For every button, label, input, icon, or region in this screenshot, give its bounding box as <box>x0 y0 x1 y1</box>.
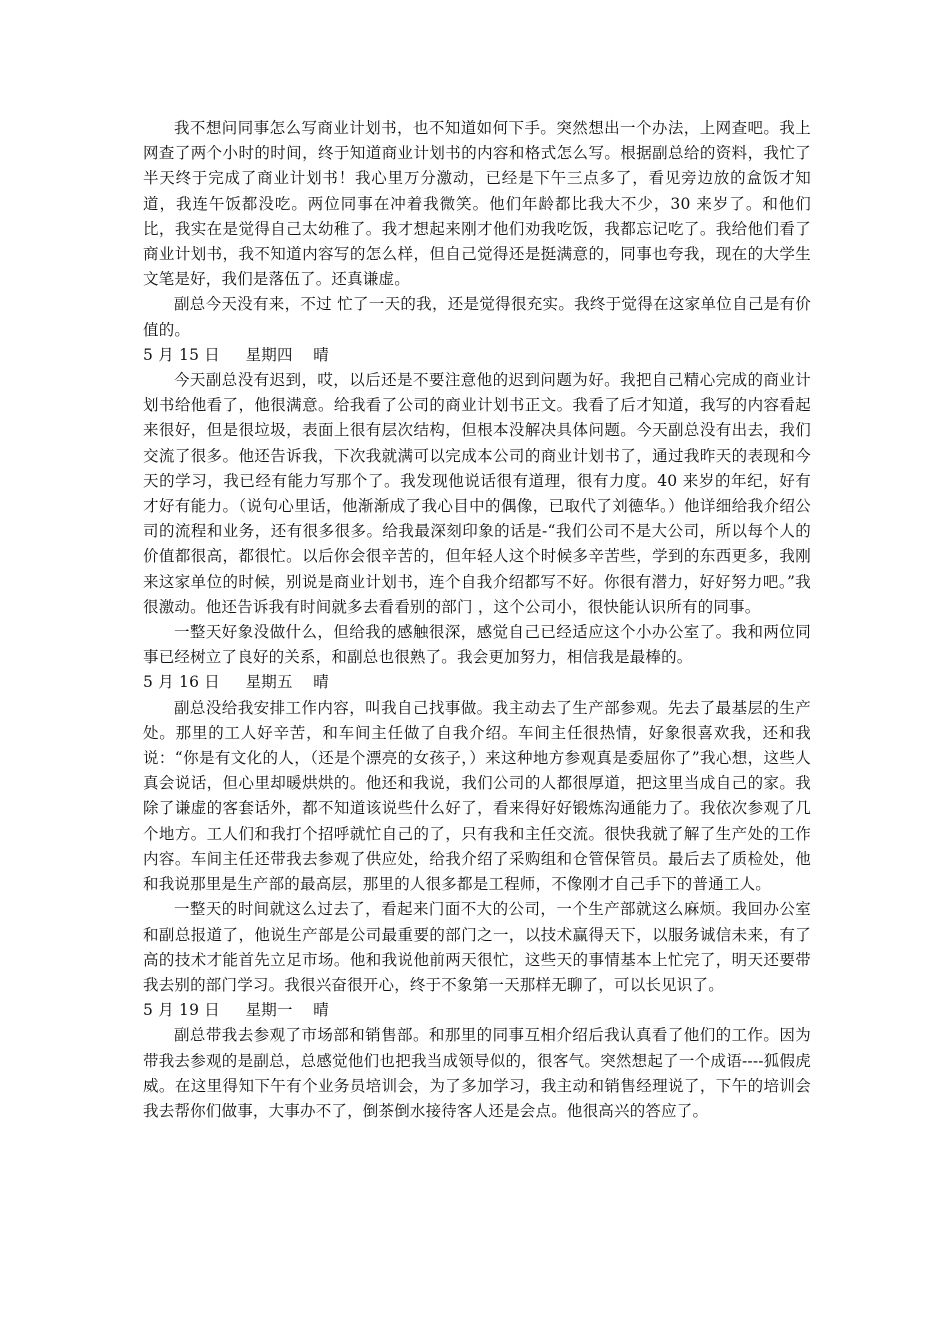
paragraph: 今天副总没有迟到，哎，以后还是不要注意他的迟到问题为好。我把自己精心完成的商业计划书给他看了，他很满意。给我看了公司的商业计划书正文。我看了后才知道，我写的内容看起来很好，但是很垃圾，表面上很有层次结构，但根本没解决具体问题。今天副总没有出去，我们交流了很多。他还告诉我，下次我就满可以完成本公司的商业计划书了，通过我昨天的表现和今天的学习，我已经有能力写那个了。我发现他说话很有道理，很有力度。40 来岁的年纪，好有才好有能力。（说句心里话，他渐渐成了我心目中的偶像，已取代了刘德华。）他详细给我介绍公司的流程和业务，还有很多很多。给我最深刻印象的话是-“我们公司不是大公司，所以每个人的价值都很高，都很忙。以后你会很辛苦的，但年轻人这个时候多辛苦些，学到的东西更多，我刚来这家单位的时候，别说是商业计划书，连个自我介绍都写不好。你很有潜力，好好努力吧。”我很激动。他还告诉我有时间就多去看看别的部门 ，这个公司小，很快能认识所有的同事。 <box>143 371 811 616</box>
diary-content <box>143 116 811 1124</box>
date-heading: 5 月 16 日 星期五 晴 <box>143 673 329 692</box>
paragraph: 副总没给我安排工作内容，叫我自己找事做。我主动去了生产部参观。先去了最基层的生产处。那里的工人好辛苦，和车间主任做了自我介绍。车间主任很热情，好象很喜欢我，还和我说：“你是有文化的人，（还是个漂亮的女孩子，）来这种地方参观真是委屈你了”我心想，这些人真会说话，但心里却暖烘烘的。他还和我说，我们公司的人都很厚道，把这里当成自己的家。我除了谦虚的客套话外，都不知道该说些什么好了，看来得好好锻炼沟通能力了。我依次参观了几个地方。工人们和我打个招呼就忙自己的了，只有我和主任交流。很快我就了解了生产处的工作内容。车间主任还带我去参观了供应处，给我介绍了采购组和仓管保管员。最后去了质检处，他和我说那里是生产部的最高层，那里的人很多都是工程师，不像刚才自己手下的普通工人。 <box>143 698 811 894</box>
paragraph: 副总今天没有来，不过 忙了一天的我，还是觉得很充实。我终于觉得在这家单位自己是有价值的。 <box>143 295 811 339</box>
paragraph: 副总带我去参观了市场部和销售部。和那里的同事互相介绍后我认真看了他们的工作。因为带我去参观的是副总，总感觉他们也把我当成领导似的，很客气。突然想起了一个成语----狐假虎威。在这里得知下午有个业务员培训会，为了多加学习，我主动和销售经理说了，下午的培训会我去帮你们做事，大事办不了，倒茶倒水接待客人还是会点。他很高兴的答应了。 <box>143 1026 811 1120</box>
paragraph: 一整天的时间就这么过去了，看起来门面不大的公司，一个生产部就这么麻烦。我回办公室和副总报道了，他说生产部是公司最重要的部门之一，以技术赢得天下，以服务诚信未来，有了高的技术才能首先立足市场。他和我说他前两天很忙，这些天的事情基本上忙完了，明天还要带我去别的部门学习。我很兴奋很开心，终于不象第一天那样无聊了，可以长见识了。 <box>143 900 811 994</box>
date-heading: 5 月 19 日 星期一 晴 <box>143 1001 329 1020</box>
paragraph: 我不想问同事怎么写商业计划书，也不知道如何下手。突然想出一个办法，上网查吧。我上网查了两个小时的时间，终于知道商业计划书的内容和格式怎么写。根据副总给的资料，我忙了半天终于完成了商业计划书！我心里万分激动，已经是下午三点多了，看见旁边放的盒饭才知道，我连午饭都没吃。两位同事在冲着我微笑。他们年龄都比我大不少，30 来岁了。和他们比，我实在是觉得自己太幼稚了。我才想起来刚才他们劝我吃饭，我都忘记吃了。我给他们看了商业计划书，我不知道内容写的怎么样，但自己觉得还是挺满意的，同事也夸我，现在的大学生文笔是好，我们是落伍了。还真谦虚。 <box>143 119 811 289</box>
date-heading: 5 月 15 日 星期四 晴 <box>143 345 329 364</box>
paragraph: 一整天好象没做什么，但给我的感触很深，感觉自己已经适应这个小办公室了。我和两位同事已经树立了良好的关系，和副总也很熟了。我会更加努力，相信我是最棒的。 <box>143 623 811 667</box>
